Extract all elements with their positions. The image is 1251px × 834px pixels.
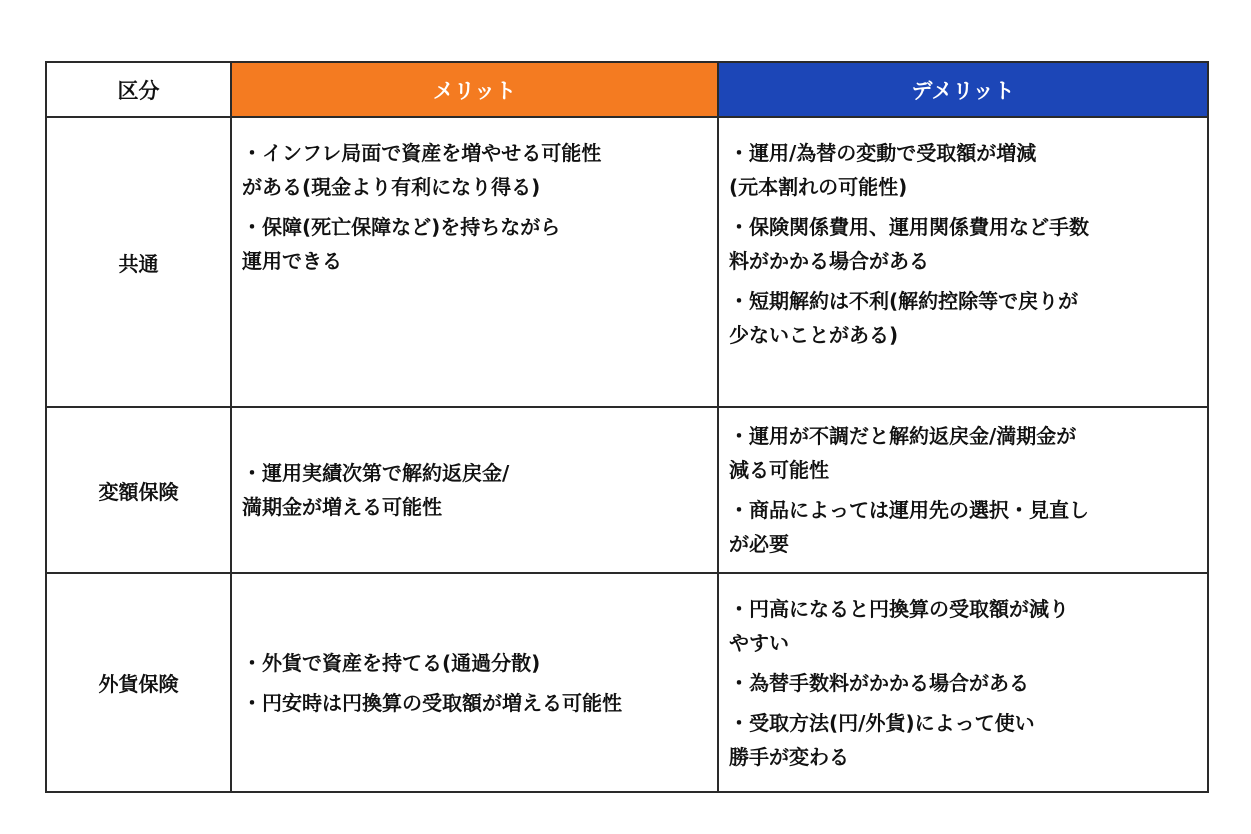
table-row	[46, 573, 1208, 792]
merit-item	[242, 646, 707, 680]
merit-item-text: ・インフレ局面で資産を増やせる可能性 がある(現金より有利になり得る)	[242, 141, 602, 199]
merit-item	[242, 686, 707, 720]
comparison-table	[45, 61, 1209, 793]
header-row	[46, 62, 1208, 117]
demerit-item-text: ・運用/為替の変動で受取額が増減 (元本割れの可能性)	[729, 141, 1037, 199]
merit-item-text: ・保障(死亡保障など)を持ちながら 運用できる	[242, 215, 561, 273]
merit-item	[242, 210, 707, 278]
demerit-cell	[718, 117, 1208, 407]
demerit-item	[729, 706, 1197, 774]
demerit-item-text: ・短期解約は不利(解約控除等で戻りが 少ないことがある)	[729, 289, 1079, 347]
demerit-item	[729, 666, 1197, 700]
demerit-item-text: ・運用が不調だと解約返戻金/満期金が 減る可能性	[729, 424, 1077, 482]
demerit-item	[729, 136, 1197, 204]
merit-cell	[231, 407, 718, 573]
table-row	[46, 117, 1208, 407]
row-category: 外貨保険	[46, 573, 231, 792]
merit-item-text: ・運用実績次第で解約返戻金/ 満期金が増える可能性	[242, 461, 510, 519]
demerit-item	[729, 493, 1197, 561]
merit-cell	[231, 573, 718, 792]
merit-item	[242, 136, 707, 204]
header-category: 区分	[46, 62, 231, 117]
demerit-cell	[718, 407, 1208, 573]
demerit-item	[729, 284, 1197, 352]
row-category: 変額保険	[46, 407, 231, 573]
header-demerit: デメリット	[718, 62, 1208, 117]
merit-item	[242, 456, 707, 524]
demerit-cell	[718, 573, 1208, 792]
demerit-item-text: ・円高になると円換算の受取額が減り やすい	[729, 596, 1069, 655]
demerit-item	[729, 210, 1197, 278]
merit-item-text: ・外貨で資産を持てる(通過分散)	[242, 650, 541, 675]
table-row	[46, 407, 1208, 573]
merit-item-text: ・円安時は円換算の受取額が増える可能性	[242, 690, 622, 715]
demerit-item-text: ・保険関係費用、運用関係費用など手数 料がかかる場合がある	[729, 215, 1089, 273]
row-category: 共通	[46, 117, 231, 407]
demerit-item-text: ・受取方法(円/外貨)によって使い 勝手が変わる	[729, 710, 1035, 769]
demerit-item-text: ・為替手数料がかかる場合がある	[729, 670, 1029, 695]
demerit-item	[729, 592, 1197, 660]
demerit-item-text: ・商品によっては運用先の選択・見直し が必要	[729, 498, 1089, 556]
demerit-item	[729, 419, 1197, 487]
header-merit: メリット	[231, 62, 718, 117]
merit-cell	[231, 117, 718, 407]
